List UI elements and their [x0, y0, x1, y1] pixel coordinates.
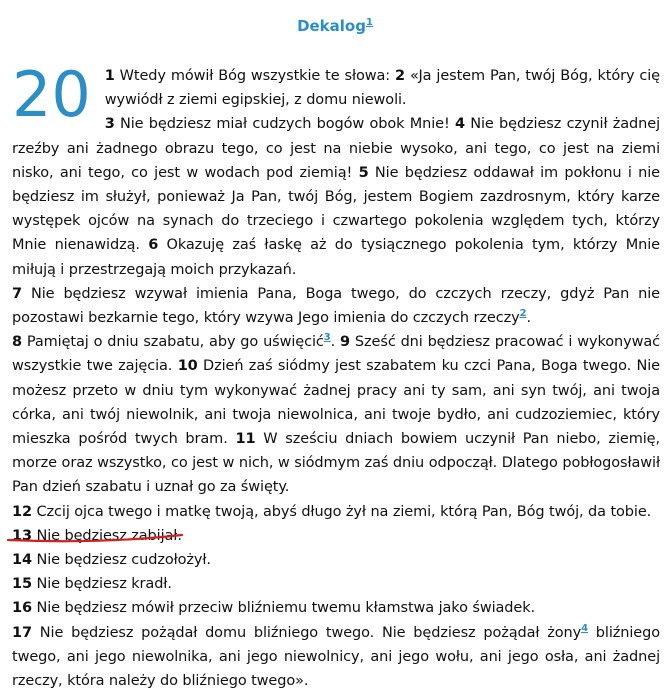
verse-number: 2 — [395, 68, 406, 84]
chapter-text — [12, 58, 661, 693]
title-text: Dekalog — [297, 17, 366, 35]
paragraph-4 — [12, 500, 660, 524]
verse-text: Nie będziesz mówił przeciw bliźniemu twemu kłamstwa jako świadek. — [31, 600, 536, 617]
title-footnote-link[interactable]: 1 — [365, 17, 373, 28]
verse-number: 7 — [12, 285, 22, 302]
verse-text: Nie będziesz wzywał imienia Pana, Boga twego, do czczych rzeczy, gdyż Pan nie pozostawi bezkarnie tego, który wzywa Jego imienia do czczych rzeczy — [12, 285, 660, 327]
verse-text: Nie będziesz oddawał im pokłonu i nie będziesz im służył, ponieważ Ja Pan, twój Bóg, jestem Bogiem zazdrosnym, który karze występek ojców na synach do trzeciego i czwartego pokolenia względem tych, którzy Mnie nienawidzą. — [12, 164, 660, 254]
verse-number: 16 — [12, 600, 32, 617]
verse-number: 1 — [104, 68, 115, 84]
verse-text: Nie będziesz kradł. — [31, 576, 172, 593]
verse-text: Pamiętaj o dniu szabatu, aby go uświęcić — [22, 334, 324, 351]
verse-number: 4 — [454, 116, 465, 133]
verse-text: Dzień zaś siódmy jest szabatem ku czci Pana, Boga twego. Nie możesz przeto w dniu tym wykonywać żadnej pracy ani ty sam, ani syn twój, ani twoja córka, ani twój niewolnik, ani twoja niewolnica, ani twoje bydło, ani cudzoziemiec, który mieszka pośród twych bram. — [12, 358, 660, 448]
verse-text: W sześciu dniach bowiem uczynił Pan niebo, ziemię, morze oraz wszystko, co jest w nich, w siódmym zaś dniu odpoczął. Dlatego pobłogosławił Pan dzień szabatu i uznał go za święty. — [12, 431, 660, 496]
paragraph-6 — [12, 548, 660, 572]
verse-text: Nie będziesz miał cudzych bogów obok Mnie! — [114, 116, 455, 133]
verse-text: Sześć dni będziesz pracować i wykonywać wszystkie twe zajęcia. — [12, 334, 660, 375]
verse-number: 8 — [12, 334, 22, 351]
chapter-number: 20 — [12, 58, 91, 131]
paragraph-2: 7 Nie będziesz wzywał imienia Pana, Boga twego, do czczych rzeczy, gdyż Pan nie pozostawi bezkarnie tego, który wzywa Jego imienia do czczych rzeczy$^2$. — [12, 285, 660, 327]
paragraph-1 — [12, 58, 661, 282]
verse-text: Nie będziesz czynił żadnej rzeźby ani żadnego obrazu tego, co jest na niebie wysoko, ani tego, co jest na ziemi nisko, ani tego, co jest w wodach pod ziemią! — [12, 116, 660, 181]
verse-text: Nie będziesz pożądał domu bliźniego twego. Nie będziesz pożądał żony — [31, 624, 582, 641]
verse-number: 13 — [12, 527, 32, 544]
verse-number: 14 — [12, 552, 32, 569]
paragraph-3: 8 Pamiętaj o dniu szabatu, aby go uświęcić$^3$. 9 Sześć dni będziesz pracować i wykonywać wszystkie twe zajęcia. 10 Dzień zaś siódmy jest szabatem ku czci Pana, Boga twego. Nie możesz przeto w dniu tym wykonywać żadnej pracy ani ty sam, ani syn twój, ani twoja córka, ani twój niewolnik, ani twoja niewolnica, ani twoje bydło, ani cudzoziemiec, który mieszka pośród twych bram. 11 W sześciu dniach bowiem uczynił Pan niebo, ziemię, morze oraz wszystko, co jest w nich, w siódmym zaś dniu odpoczął. Dlatego pobłogosławił Pan dzień szabatu i uznał go za święty. — [12, 332, 660, 496]
verse-text: bliźniego twego, ani jego niewolnika, ani jego niewolnicy, ani jego wołu, ani jego osła, ani żadnej rzeczy, która należy do bliźniego twego». — [12, 624, 660, 690]
footnote-link[interactable]: 2 — [519, 308, 527, 320]
verse-text: Nie będziesz cudzołożył. — [31, 552, 211, 569]
verse-text: Okazuję zaś łaskę aż do tysiącznego pokolenia tym, którzy Mnie miłują i przestrzegają moich przykazań. — [12, 237, 660, 278]
verse-number: 12 — [12, 503, 32, 520]
verse-number: 17 — [12, 624, 32, 641]
verse-text: Wtedy mówił Bóg wszystkie te słowa: — [114, 68, 396, 84]
verse-text: Nie będziesz zabijał. — [31, 527, 182, 544]
verse-number: 10 — [177, 358, 198, 375]
verse-number: 11 — [235, 431, 256, 448]
paragraph-9 — [12, 621, 660, 693]
footnote-link[interactable]: 4 — [581, 622, 588, 634]
verse-text: «Ja jestem Pan, twój Bóg, który cię wywiódł z ziemi egipskiej, z domu niewoli. — [104, 68, 661, 109]
paragraph-8 — [12, 596, 660, 620]
verse-number: 6 — [148, 237, 159, 254]
verse-number: 5 — [358, 164, 369, 181]
verse-number: 3 — [104, 116, 115, 133]
verse-number: 15 — [12, 576, 32, 593]
verse-number: 9 — [340, 334, 351, 351]
paragraph-5 — [12, 524, 660, 548]
page-title — [0, 17, 670, 35]
paragraph-7 — [12, 572, 660, 596]
verse-text: Czcij ojca twego i matkę twoją, abyś długo żył na ziemi, którą Pan, Bóg twój, da tobie. — [31, 503, 652, 520]
footnote-link[interactable]: 3 — [323, 332, 331, 344]
